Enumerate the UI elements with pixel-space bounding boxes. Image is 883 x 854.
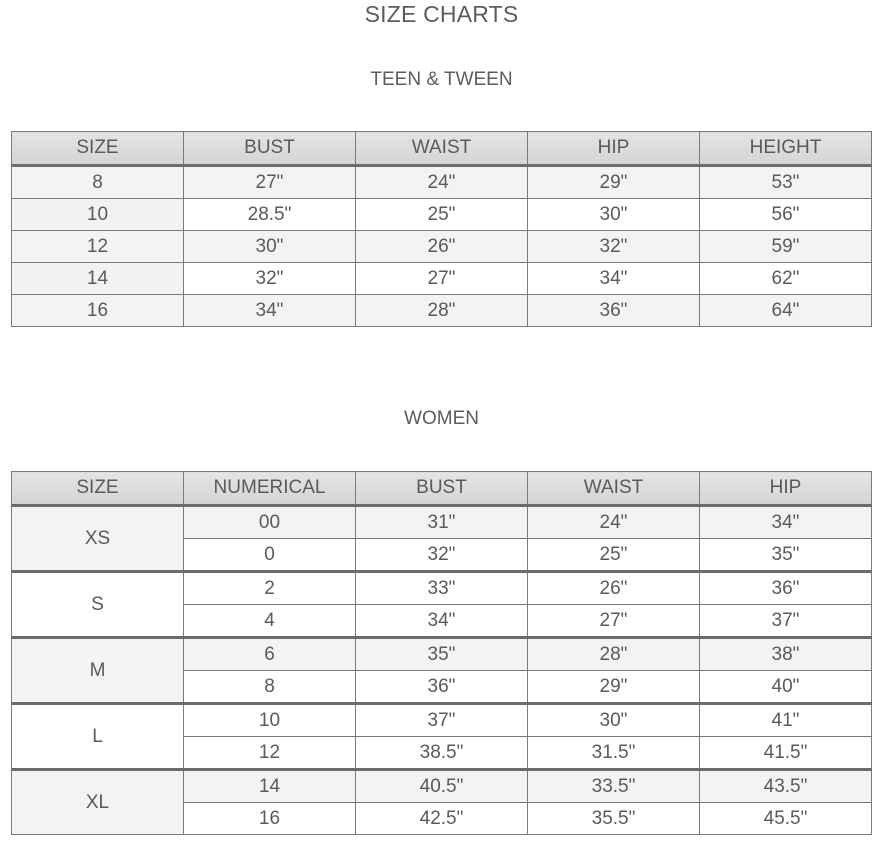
table-header-row — [12, 132, 872, 166]
cell-numerical: 6 — [184, 638, 356, 671]
cell-waist: 27" — [356, 263, 528, 295]
cell-bust: 36" — [356, 671, 528, 704]
cell-bust: 34" — [356, 605, 528, 638]
cell-numerical: 4 — [184, 605, 356, 638]
table-row — [12, 506, 872, 539]
table-row — [12, 263, 872, 295]
cell-hip: 41.5" — [700, 737, 872, 770]
cell-hip: 37" — [700, 605, 872, 638]
table-row — [12, 166, 872, 199]
cell-waist: 27" — [528, 605, 700, 638]
cell-numerical: 00 — [184, 506, 356, 539]
cell-numerical: 8 — [184, 671, 356, 704]
cell-numerical: 16 — [184, 803, 356, 835]
cell-bust: 31" — [356, 506, 528, 539]
cell-bust: 35" — [356, 638, 528, 671]
cell-hip: 41" — [700, 704, 872, 737]
teen-tween-title: TEEN & TWEEN — [370, 69, 513, 90]
cell-bust: 40.5" — [356, 770, 528, 803]
cell-waist: 26" — [528, 572, 700, 605]
cell-bust: 27" — [184, 166, 356, 199]
table-row — [12, 770, 872, 803]
cell-height: 59" — [700, 231, 872, 263]
table-row — [12, 231, 872, 263]
header-size: SIZE — [12, 472, 184, 506]
header-size: SIZE — [12, 132, 184, 166]
cell-bust: 32" — [184, 263, 356, 295]
header-hip: HIP — [528, 132, 700, 166]
cell-numerical: 10 — [184, 704, 356, 737]
cell-hip: 45.5" — [700, 803, 872, 835]
cell-hip: 36" — [700, 572, 872, 605]
cell-numerical: 2 — [184, 572, 356, 605]
cell-size: 8 — [12, 166, 184, 199]
cell-height: 64" — [700, 295, 872, 327]
cell-hip: 34" — [528, 263, 700, 295]
header-hip: HIP — [700, 472, 872, 506]
cell-bust: 32" — [356, 539, 528, 572]
cell-waist: 25" — [356, 199, 528, 231]
table-row — [12, 572, 872, 605]
cell-height: 53" — [700, 166, 872, 199]
cell-size-group: L — [12, 704, 184, 770]
cell-hip: 43.5" — [700, 770, 872, 803]
cell-size-group: M — [12, 638, 184, 704]
header-bust: BUST — [184, 132, 356, 166]
cell-height: 62" — [700, 263, 872, 295]
cell-hip: 34" — [700, 506, 872, 539]
cell-bust: 37" — [356, 704, 528, 737]
cell-hip: 36" — [528, 295, 700, 327]
cell-hip: 32" — [528, 231, 700, 263]
table-row — [12, 199, 872, 231]
cell-bust: 34" — [184, 295, 356, 327]
cell-hip: 40" — [700, 671, 872, 704]
cell-bust: 42.5" — [356, 803, 528, 835]
cell-waist: 31.5" — [528, 737, 700, 770]
cell-waist: 24" — [528, 506, 700, 539]
header-numerical: NUMERICAL — [184, 472, 356, 506]
table-row — [12, 704, 872, 737]
cell-waist: 30" — [528, 704, 700, 737]
cell-numerical: 0 — [184, 539, 356, 572]
cell-waist: 28" — [356, 295, 528, 327]
cell-bust: 28.5" — [184, 199, 356, 231]
table-row — [12, 295, 872, 327]
cell-hip: 35" — [700, 539, 872, 572]
header-waist: WAIST — [356, 132, 528, 166]
women-size-table — [11, 471, 872, 835]
teen-tween-size-table — [11, 131, 872, 327]
cell-height: 56" — [700, 199, 872, 231]
cell-bust: 30" — [184, 231, 356, 263]
cell-hip: 30" — [528, 199, 700, 231]
page-title: SIZE CHARTS — [364, 1, 519, 27]
cell-numerical: 14 — [184, 770, 356, 803]
cell-size-group: S — [12, 572, 184, 638]
cell-hip: 29" — [528, 166, 700, 199]
table-row — [12, 638, 872, 671]
cell-size: 14 — [12, 263, 184, 295]
cell-numerical: 12 — [184, 737, 356, 770]
cell-size: 10 — [12, 199, 184, 231]
cell-waist: 33.5" — [528, 770, 700, 803]
cell-waist: 28" — [528, 638, 700, 671]
cell-hip: 38" — [700, 638, 872, 671]
cell-bust: 38.5" — [356, 737, 528, 770]
cell-size: 16 — [12, 295, 184, 327]
cell-size: 12 — [12, 231, 184, 263]
cell-waist: 29" — [528, 671, 700, 704]
header-waist: WAIST — [528, 472, 700, 506]
cell-waist: 35.5" — [528, 803, 700, 835]
cell-bust: 33" — [356, 572, 528, 605]
cell-size-group: XL — [12, 770, 184, 835]
header-bust: BUST — [356, 472, 528, 506]
cell-size-group: XS — [12, 506, 184, 572]
cell-waist: 24" — [356, 166, 528, 199]
women-title: WOMEN — [404, 408, 479, 429]
table-header-row — [12, 472, 872, 506]
header-height: HEIGHT — [700, 132, 872, 166]
cell-waist: 25" — [528, 539, 700, 572]
cell-waist: 26" — [356, 231, 528, 263]
